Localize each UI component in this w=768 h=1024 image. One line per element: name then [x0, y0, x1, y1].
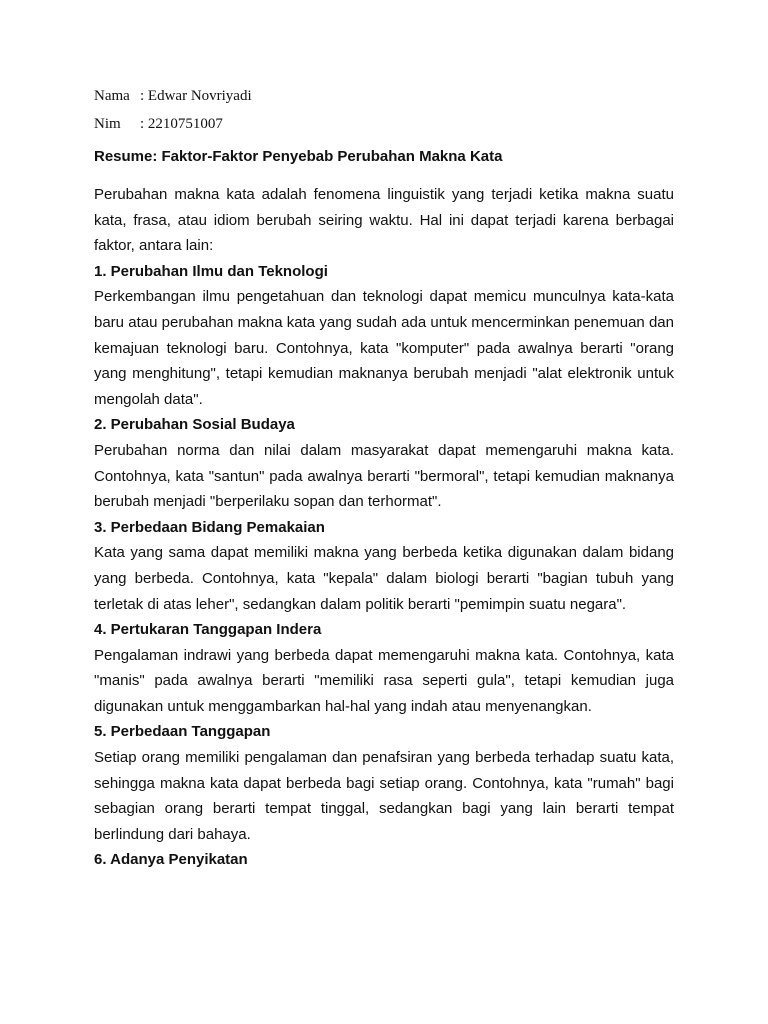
section-body: Setiap orang memiliki pengalaman dan penafsiran yang berbeda terhadap suatu kata, sehingga makna kata dapat berbeda bagi setiap orang. Contohnya, kata "rumah" bagi sebagian orang berarti tempat tinggal, sedangkan bagi yang lain berarti tempat berlindung dari bahaya.: [94, 749, 674, 843]
section-body: Perkembangan ilmu pengetahuan dan teknologi dapat memicu munculnya kata-kata baru atau perubahan makna kata yang sudah ada untuk mencerminkan penemuan dan kemajuan teknologi baru. Contohnya, kata "komputer" pada awalnya berarti "orang yang menghitung", tetapi kemudian maknanya berubah menjadi "alat elektronik untuk mengolah data".: [94, 288, 674, 408]
section-heading: 1. Perubahan Ilmu dan Teknologi: [94, 262, 328, 280]
document-body: [94, 146, 674, 873]
section-heading: 4. Pertukaran Tanggapan Indera: [94, 621, 322, 639]
name-label: Nama: [94, 88, 130, 104]
nim-value: : 2210751007: [140, 116, 223, 132]
section-heading: 2. Perubahan Sosial Budaya: [94, 416, 295, 434]
name-value: : Edwar Novriyadi: [140, 88, 252, 104]
section-body: Kata yang sama dapat memiliki makna yang berbeda ketika digunakan dalam bidang yang berbeda. Contohnya, kata "kepala" dalam biologi berarti "bagian tubuh yang terletak di atas leher", sedangkan dalam politik berarti "pemimpin suatu negara".: [94, 544, 674, 613]
student-nim-line: [94, 114, 223, 134]
student-name-line: [94, 86, 252, 106]
section-heading: 5. Perbedaan Tanggapan: [94, 723, 271, 741]
intro-paragraph: Perubahan makna kata adalah fenomena linguistik yang terjadi ketika makna suatu kata, frasa, atau idiom berubah seiring waktu. Hal ini dapat terjadi karena berbagai faktor, antara lain:: [94, 186, 674, 255]
document-title: Resume: Faktor-Faktor Penyebab Perubahan Makna Kata: [94, 148, 503, 165]
section-heading: 6. Adanya Penyikatan: [94, 851, 248, 869]
nim-label: Nim: [94, 116, 121, 132]
section-heading: 3. Perbedaan Bidang Pemakaian: [94, 518, 325, 536]
section-body: Perubahan norma dan nilai dalam masyarakat dapat memengaruhi makna kata. Contohnya, kata "santun" pada awalnya berarti "bermoral", tetapi kemudian maknanya berubah menjadi "berperilaku sopan dan terhormat".: [94, 441, 674, 511]
section-body: Pengalaman indrawi yang berbeda dapat memengaruhi makna kata. Contohnya, kata "manis" pada awalnya berarti "memiliki rasa seperti gula", tetapi kemudian juga digunakan untuk menggambarkan hal-hal yang indah atau menyenangkan.: [94, 646, 674, 715]
